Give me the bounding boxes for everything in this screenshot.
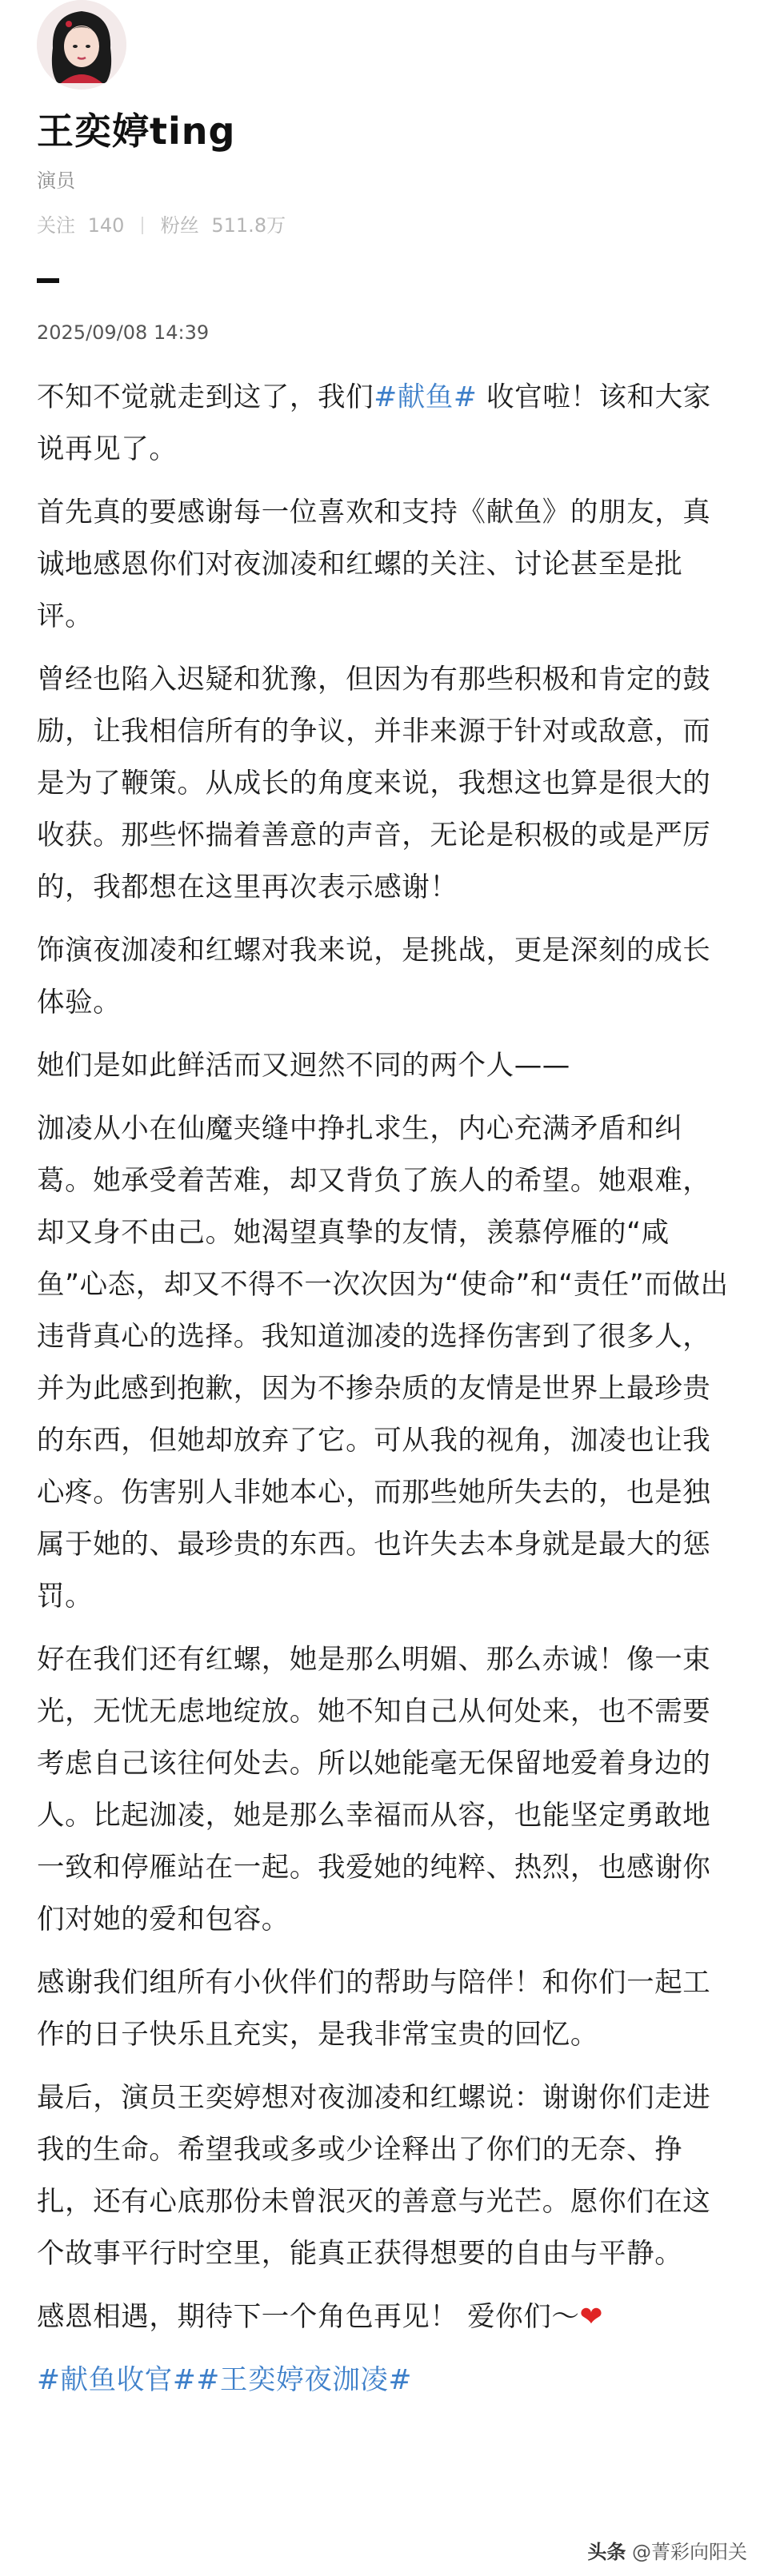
platform-logo: 头条 <box>587 2541 626 2563</box>
post-paragraph-7: 好在我们还有红螺，她是那么明媚、那么赤诚！像一束光，无忧无虑地绽放。她不知自己从何处来，也不需要考虑自己该往何处去。所以她能毫无保留地爱着身边的人。比起泇凌，她是那么幸福而从容，也能坚定勇敢地一致和停雁站在一起。我爱她的纯粹、热烈，也感谢你们对她的爱和包容。 <box>37 1644 711 1936</box>
followers-count: 511.8万 <box>211 214 286 237</box>
post-paragraph-10 <box>37 2291 733 2343</box>
avatar-image <box>37 0 126 90</box>
profile-name[interactable]: 王奕婷ting <box>37 110 236 153</box>
post-hashtags[interactable]: #献鱼收官##王奕婷夜泇凌# <box>37 2364 413 2396</box>
following-stat[interactable] <box>37 214 130 237</box>
post-paragraph-5: 她们是如此鲜活而又迥然不同的两个人—— <box>37 1050 570 1082</box>
post-paragraph-2: 首先真的要感谢每一位喜欢和支持《献鱼》的朋友，真诚地感恩你们对夜泇凌和红螺的关注、讨论甚至是批评。 <box>37 496 711 632</box>
paragraph-10-text: 感恩相遇，期待下一个角色再见！ 爱你们～ <box>37 2301 580 2333</box>
followers-stat[interactable] <box>161 214 286 237</box>
heart-icon: ❤ <box>579 2301 603 2333</box>
hashtag-link[interactable]: #献鱼# <box>374 381 478 413</box>
post-content <box>37 372 733 2418</box>
section-divider-bar <box>37 278 59 283</box>
paragraph-1-text-start: 不知不觉就走到这了，我们 <box>37 381 374 413</box>
post-paragraph-6: 泇凌从小在仙魔夹缝中挣扎求生，内心充满矛盾和纠葛。她承受着苦难，却又背负了族人的希望。她艰难，却又身不由己。她渴望真挚的友情，羡慕停雁的“咸鱼”心态，却又不得不一次次因为“使命”和“责任”而做出违背真心的选择。我知道泇凌的选择伤害到了很多人，并为此感到抱歉，因为不掺杂质的友情是世界上最珍贵的东西，但她却放弃了它。可从我的视角，泇凌也让我心疼。伤害别人非她本心，而那些她所失去的，也是独属于她的、最珍贵的东西。也许失去本身就是最大的惩罚。 <box>37 1113 729 1613</box>
watermark <box>587 2536 747 2564</box>
profile-stats <box>37 209 286 237</box>
profile-role: 演员 <box>37 169 75 192</box>
following-label: 关注 <box>37 214 75 237</box>
post-paragraph-3: 曾经也陷入迟疑和犹豫，但因为有那些积极和肯定的鼓励，让我相信所有的争议，并非来源于针对或敌意，而是为了鞭策。从成长的角度来说，我想这也算是很大的收获。那些怀揣着善意的声音，无论是积极的或是严厉的，我都想在这里再次表示感谢！ <box>37 664 711 903</box>
post-paragraph-1 <box>37 372 733 476</box>
post-paragraph-9: 最后，演员王奕婷想对夜泇凌和红螺说：谢谢你们走进我的生命。希望我或多或少诠释出了你们的无奈、挣扎，还有心底那份未曾泯灭的善意与光芒。愿你们在这个故事平行时空里，能真正获得想要的自由与平静。 <box>37 2082 711 2270</box>
post-paragraph-8: 感谢我们组所有小伙伴们的帮助与陪伴！和你们一起工作的日子快乐且充实，是我非常宝贵的回忆。 <box>37 1967 711 2051</box>
stats-divider <box>142 217 143 234</box>
followers-label: 粉丝 <box>160 214 199 237</box>
avatar[interactable] <box>37 0 126 90</box>
paragraph-1-text-end: 收官啦！该和大家说再见了。 <box>37 381 711 465</box>
post-paragraph-4: 饰演夜泇凌和红螺对我来说，是挑战，更是深刻的成长体验。 <box>37 935 711 1019</box>
watermark-author: @菁彩向阳关 <box>632 2541 747 2563</box>
following-count: 140 <box>87 214 125 237</box>
post-date: 2025/09/08 14:39 <box>37 321 210 344</box>
